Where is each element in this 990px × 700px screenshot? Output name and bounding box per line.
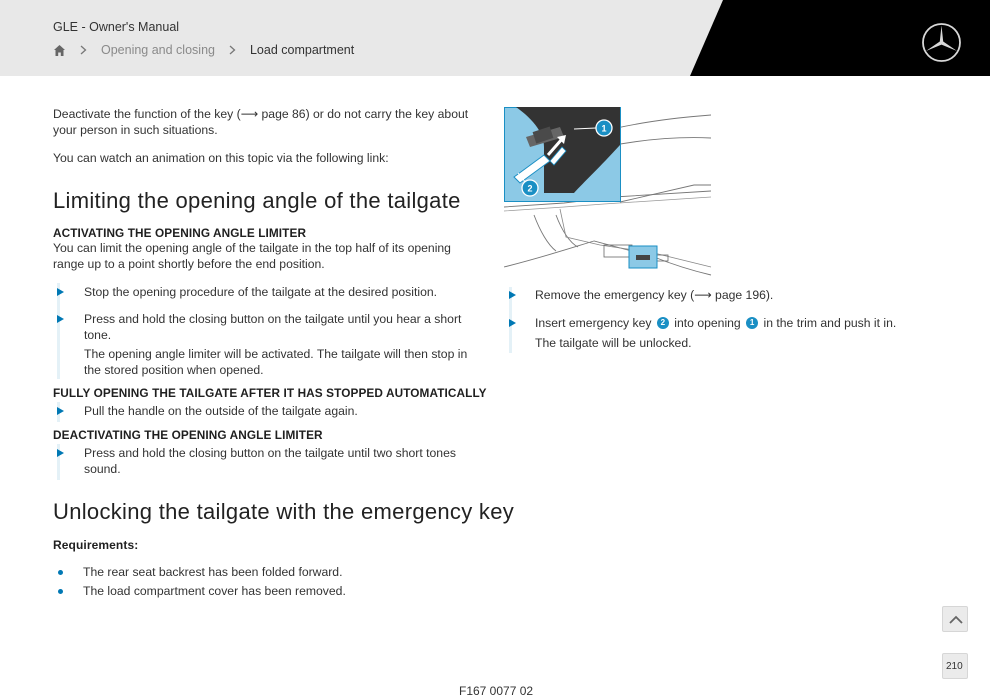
emergency-step-2 bbox=[535, 315, 896, 331]
intro-text-line2: your person in such situations. bbox=[53, 123, 218, 137]
step-arrow-icon bbox=[509, 319, 516, 327]
chevron-right-icon bbox=[80, 43, 87, 58]
requirement-item: The load compartment cover has been removed. bbox=[83, 584, 346, 598]
bullet-dot-icon bbox=[58, 570, 63, 575]
step-arrow-icon bbox=[57, 288, 64, 296]
deactivating-step-1-line2: sound. bbox=[84, 462, 121, 476]
emergency-step-2-text-a: Insert emergency key bbox=[535, 316, 652, 330]
deactivating-step-1-line1: Press and hold the closing button on the tailgate until two short tones bbox=[84, 446, 456, 460]
activating-desc-line2: range up to a point shortly before the end position. bbox=[53, 257, 325, 271]
subheading-deactivating: DEACTIVATING THE OPENING ANGLE LIMITER bbox=[53, 428, 323, 442]
activating-result-line1: The opening angle limiter will be activated. The tailgate will then stop in bbox=[84, 347, 468, 361]
section-title-unlocking: Unlocking the tailgate with the emergency key bbox=[53, 499, 515, 524]
breadcrumb bbox=[53, 42, 354, 58]
illustration-callout-2: 2 bbox=[527, 183, 533, 194]
figure-code: F167 0077 02 bbox=[459, 684, 534, 698]
fully-opening-step-1: Pull the handle on the outside of the tailgate again. bbox=[84, 404, 358, 418]
activating-step-2-line2: tone. bbox=[84, 328, 112, 342]
step-arrow-icon bbox=[57, 407, 64, 415]
emergency-step-1: Remove the emergency key (⟶ page 196). bbox=[535, 288, 774, 302]
section-title-limiting: Limiting the opening angle of the tailgate bbox=[53, 188, 461, 213]
requirement-item: The rear seat backrest has been folded forward. bbox=[83, 565, 343, 579]
breadcrumb-section-link[interactable]: Opening and closing bbox=[101, 43, 215, 57]
subheading-activating: ACTIVATING THE OPENING ANGLE LIMITER bbox=[53, 226, 307, 240]
chevron-up-icon bbox=[943, 607, 969, 633]
subheading-fully-opening: FULLY OPENING THE TAILGATE AFTER IT HAS STOPPED AUTOMATICALLY bbox=[53, 386, 487, 400]
requirements-label: Requirements: bbox=[53, 538, 139, 552]
page-number: 210 bbox=[946, 661, 963, 672]
emergency-result: The tailgate will be unlocked. bbox=[535, 336, 692, 350]
step-arrow-icon bbox=[57, 449, 64, 457]
mercedes-star-icon bbox=[921, 22, 962, 63]
step-group-bar bbox=[57, 283, 60, 379]
activating-desc-line1: You can limit the opening angle of the tailgate in the top half of its opening bbox=[53, 241, 451, 255]
breadcrumb-current: Load compartment bbox=[249, 43, 355, 57]
activating-step-1: Stop the opening procedure of the tailgate at the desired position. bbox=[84, 285, 438, 299]
manual-title: GLE - Owner's Manual bbox=[53, 20, 180, 34]
home-icon[interactable] bbox=[53, 44, 66, 57]
activating-step-2-line1: Press and hold the closing button on the tailgate until you hear a short bbox=[84, 312, 462, 326]
tailgate-emergency-key-illustration bbox=[504, 107, 712, 277]
callout-2-badge: 2 bbox=[657, 317, 669, 329]
step-arrow-icon bbox=[57, 315, 64, 323]
bullet-dot-icon bbox=[58, 589, 63, 594]
chevron-right-icon bbox=[229, 43, 236, 58]
step-arrow-icon bbox=[509, 291, 516, 299]
emergency-step-2-text-c: in the trim and push it in. bbox=[763, 316, 897, 330]
callout-1-badge: 1 bbox=[746, 317, 758, 329]
page-header bbox=[0, 0, 990, 76]
animation-link-text: You can watch an animation on this topic via the following link: bbox=[53, 151, 389, 165]
activating-result-line2: the stored position when opened. bbox=[84, 363, 264, 377]
scroll-top-button[interactable] bbox=[942, 606, 968, 632]
emergency-step-2-text-b: into opening bbox=[674, 316, 741, 330]
illustration-callout-1: 1 bbox=[601, 123, 607, 134]
intro-text-line1: Deactivate the function of the key (⟶ page 86) or do not carry the key about bbox=[53, 107, 469, 121]
